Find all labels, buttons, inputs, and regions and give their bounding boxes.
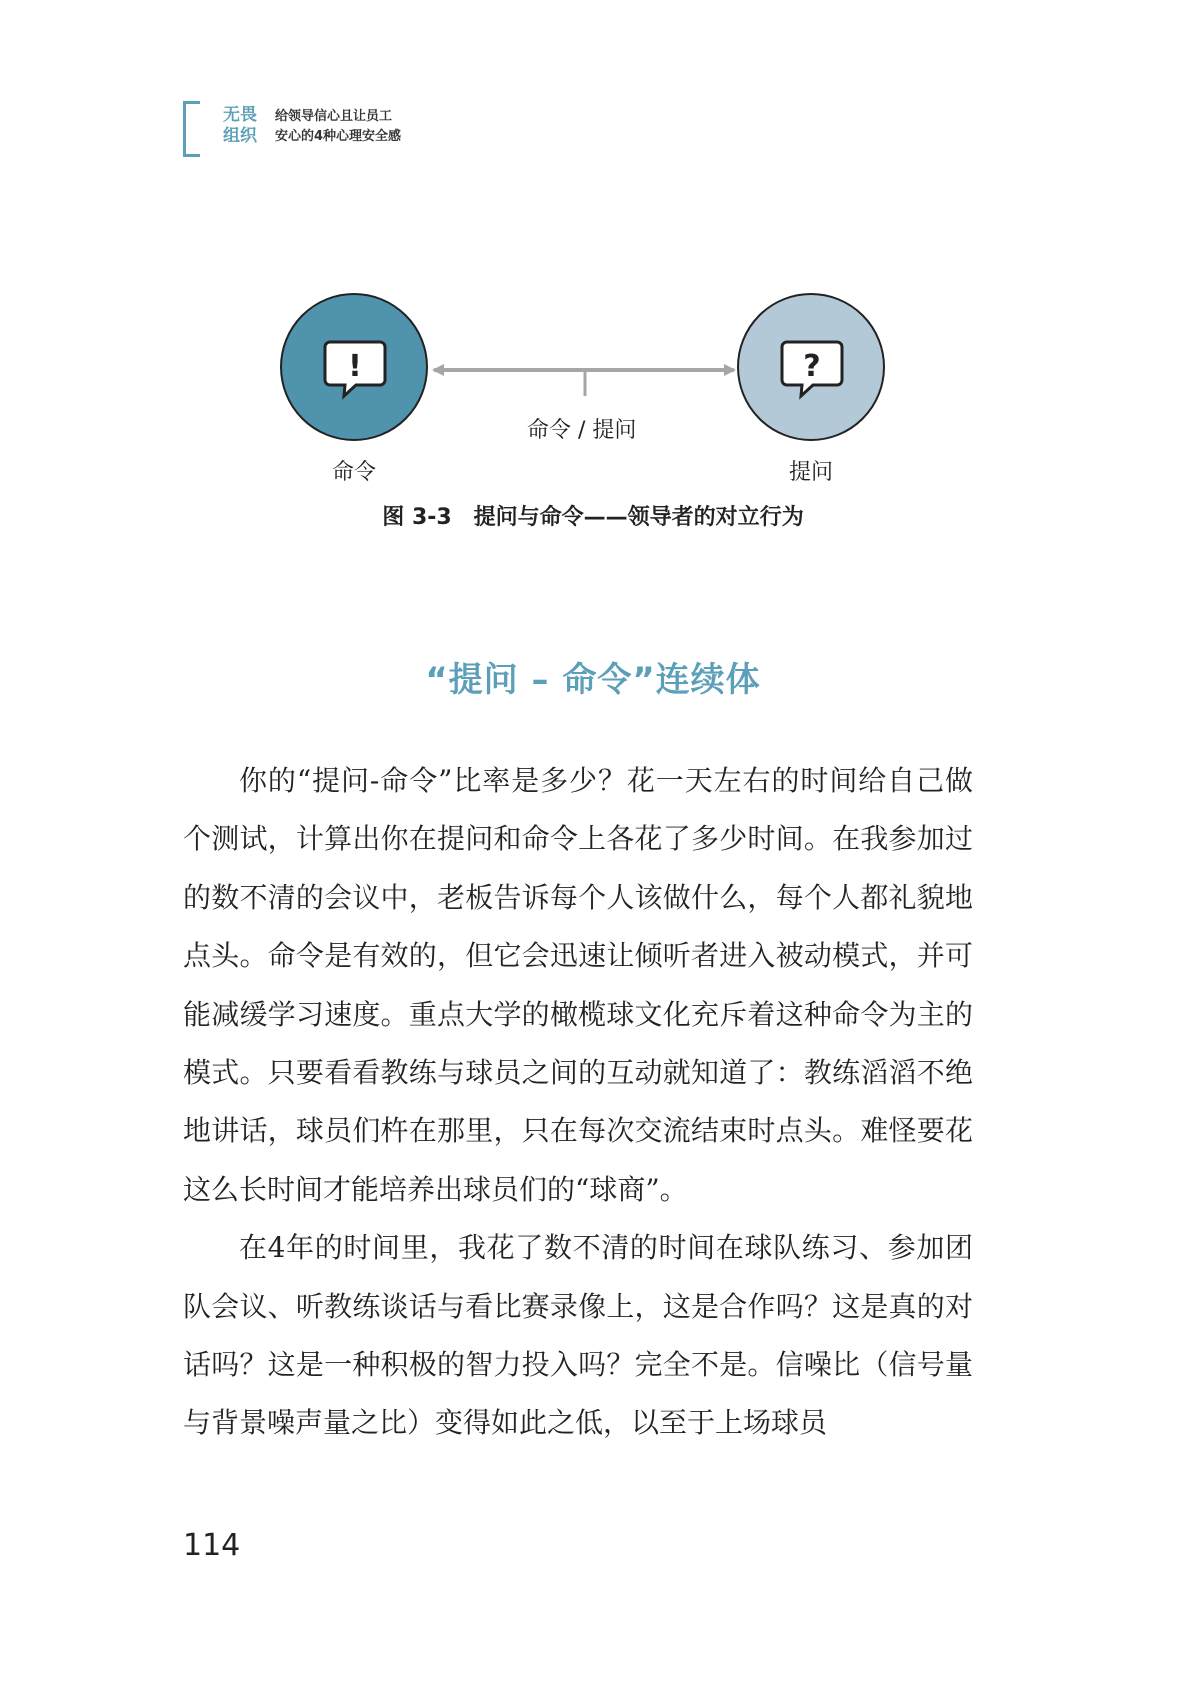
svg-text:!: ! — [348, 349, 362, 384]
question-label: 提问 — [789, 460, 834, 485]
page-number: 114 — [183, 1528, 241, 1563]
figure-3-3 — [0, 0, 1186, 560]
paragraph-1: 你的“提问-命令”比率是多少？花一天左右的时间给自己做个测试，计算出你在提问和命令上各花了多少时间。在我参加过的数不清的会议中，老板告诉每个人该做什么，每个人都礼貌地点头。命令是有效的，但它会迅速让倾听者进入被动模式，并可能减缓学习速度。重点大学的橄榄球文化充斥着这种命令为主的模式。只要看看教练与球员之间的互动就知道了：教练滔滔不绝地讲话，球员们杵在那里，只在每次交流结束时点头。难怪要花这么长时间才能培养出球员们的“球商”。 — [183, 764, 973, 1206]
subtitle-line-1: 给领导信心且让员工 — [275, 109, 393, 124]
svg-text:?: ? — [803, 349, 821, 384]
paragraph-2: 在4年的时间里，我花了数不清的时间在球队练习、参加团队会议、听教练谈话与看比赛录像上，这是合作吗？这是真的对话吗？这是一种积极的智力投入吗？完全不是。信噪比（信号量与背景噪声量之比）变得如此之低，以至于上场球员 — [183, 1231, 973, 1440]
figure-caption: 图 3-3 提问与命令——领导者的对立行为 — [382, 505, 804, 530]
body-text — [183, 752, 973, 1453]
brand-line-2: 组织 — [223, 126, 257, 146]
command-label: 命令 — [332, 460, 377, 485]
arrow-label: 命令 / 提问 — [527, 418, 637, 443]
brand-line-1: 无畏 — [223, 105, 257, 125]
subtitle-line-2: 安心的4种心理安全感 — [275, 129, 402, 144]
section-heading: “提问 – 命令”连续体 — [425, 660, 761, 700]
continuum-diagram — [0, 0, 1186, 560]
